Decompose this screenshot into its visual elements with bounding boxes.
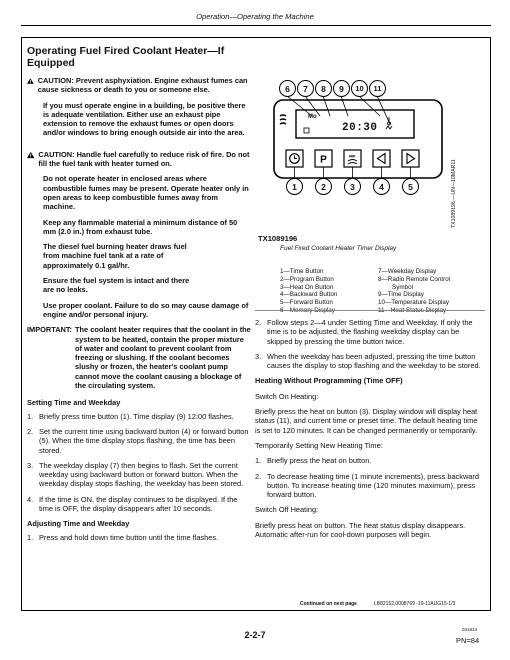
fuel-system-note: Ensure the fuel system is intact and there are no leaks. (43, 276, 190, 295)
frame-bottom (21, 610, 491, 611)
legend-item: Symbol (392, 283, 413, 291)
caution-1-text: CAUTION: Prevent asphyxiation. Engine exhaust fumes can cause sickness or death to you or someone else. (37, 76, 248, 95)
switch-off-label: Switch Off Heating: (255, 505, 319, 515)
figure-legend-left (280, 268, 380, 315)
step-number: 2. (255, 471, 262, 481)
step-number: 3. (255, 351, 262, 361)
step-text: When the weekday has been adjusted, pressing the time button causes the display to stop flashing and the weekday to be stored. (267, 351, 481, 371)
temp-setting-label: Temporarily Setting New Heating Time: (255, 440, 383, 450)
step-number: 3. (27, 460, 34, 470)
heading-adjusting-time: Adjusting Time and Weekday (27, 519, 130, 529)
setting-steps (27, 412, 252, 514)
legend-item: 3—Heat On Button (280, 283, 334, 291)
running-header: Operation—Operating the Machine (196, 12, 314, 21)
step-text: Press and hold down time button until the time flashes. (39, 532, 219, 542)
figure-id: TX1089196 (258, 234, 298, 243)
doc-code: LB82152,0008769 -19-11AUG15-1/3 (374, 601, 456, 607)
callout-3: 3 (344, 178, 361, 195)
step-number: 2. (27, 426, 34, 436)
caution-1-detail: If you must operate engine in a building, be positive there is adequate ventilation. Either use an exhaust pipe extension to remove the exhaust fumes or open doors and/or windows to bring enough outside air into the area. (43, 100, 246, 138)
frame-left (21, 37, 22, 610)
step-number: 1. (27, 532, 34, 542)
callout-7: 7 (297, 80, 314, 97)
legend-item: 10—Temperature Display (378, 299, 450, 307)
step-text: Set the current time using backward button (4) or forward button (5). When the time display stops flashing, the time has been stored. (39, 426, 249, 455)
step-text: The weekday display (7) then begins to flash. Set the current weekday using backward button or forward button. When the weekday display stops flashing, the weekday has been stored. (39, 460, 244, 489)
header-rule (21, 25, 491, 26)
caution-block-1 (27, 76, 252, 95)
callout-8: 8 (315, 80, 332, 97)
heading-heating-without-programming: Heating Without Programming (Time OFF) (255, 376, 403, 386)
small-code: 031813 (462, 627, 478, 632)
callout-9: 9 (333, 80, 350, 97)
setting-step-2 (27, 427, 252, 455)
legend-item: 7—Weekday Display (378, 268, 437, 275)
step-text: If the time is ON, the display continues to be displayed. If the time is OFF, the display disappears after 10 seconds. (39, 494, 238, 513)
caution-2-text: CAUTION: Handle fuel carefully to reduce risk of fire. Do not fill the fuel tank with heater turned on. (38, 149, 250, 169)
callout-11: 11 (369, 80, 386, 97)
setting-step-1 (27, 412, 252, 421)
legend-item: 1—Time Button (280, 268, 324, 275)
adjusting-step-cont-2 (255, 352, 483, 371)
switch-on-label: Switch On Heating: (255, 391, 319, 401)
figure-legend-right (378, 268, 478, 315)
caution-warning-icon (27, 76, 34, 86)
svg-text:P: P (320, 154, 327, 166)
caution-2-detail: Do not operate heater in enclosed areas where combustible fumes may be present. Operate heater only in open areas to keep combustible fumes away from machine. (43, 174, 249, 212)
legend-item: 9—Time Display (378, 291, 424, 299)
step-number: 1. (27, 411, 34, 421)
weekday-display: Mo (308, 114, 317, 120)
legend-item: 5—Forward Button (280, 299, 333, 307)
callout-4: 4 (373, 178, 390, 195)
step-text: Briefly press time button (1). Time display (9) 12:00 flashes. (39, 411, 234, 421)
adjusting-steps (27, 533, 252, 542)
frame-top (21, 37, 491, 38)
important-block (27, 325, 252, 390)
caution-warning-icon (27, 150, 34, 160)
callout-2: 2 (315, 178, 332, 195)
legend-item: 2—Program Button (280, 275, 334, 283)
step-number: 1. (255, 456, 262, 466)
setting-step-4 (27, 495, 252, 514)
switch-off-text: Briefly press heat on button. The heat status display disappears. Automatic after-run for cool-down purposes will begin. (255, 520, 466, 540)
page-number: 2-2-7 (244, 630, 266, 640)
adjusting-step-1 (27, 533, 252, 542)
right-column (255, 318, 483, 545)
temp-setting-step-2 (255, 472, 483, 500)
callout-6: 6 (279, 80, 296, 97)
left-column (27, 76, 252, 548)
pn-number: PN=84 (456, 636, 480, 645)
important-text: The coolant heater requires that the coolant in the system to be heated, contain the proper mixture of water and coolant to prevent coolant from freezing or slushing. If the coolant becomes slushy or frozen, the heater's coolant pump cannot move the coolant causing a blockage of the circulating system. (75, 325, 251, 391)
callout-1: 1 (286, 178, 303, 195)
figure-side-code: TX1089196 —UN—10MAR11 (451, 159, 457, 228)
coolant-note: Use proper coolant. Failure to do so may cause damage of engine and/or personal injury. (43, 300, 249, 319)
callout-5: 5 (402, 178, 419, 195)
legend-item: 8—Radio Remote Control (378, 275, 451, 283)
caution-2-distance: Keep any flammable material a minimum distance of 50 mm (2.0 in.) from exhaust tube. (43, 217, 238, 236)
frame-right (490, 37, 491, 610)
callout-10: 10 (351, 80, 368, 97)
step-number: 2. (255, 318, 262, 327)
adjusting-step-cont-1 (255, 318, 483, 346)
timer-figure (268, 80, 468, 195)
continued-note: Continued on next page (300, 601, 357, 607)
step-text: To decrease heating time (1 minute increments), press backward button. To increase heating time (120 minutes maximum), press forward button. (267, 471, 479, 500)
step-text: Briefly press the heat on button. (267, 456, 372, 466)
section-title: Operating Fuel Fired Coolant Heater—If Equipped (27, 45, 225, 69)
step-number: 4. (27, 494, 34, 504)
figure-caption: Fuel Fired Coolant Heater Timer Display (280, 245, 397, 252)
temp-setting-step-1 (255, 456, 483, 465)
setting-step-3 (27, 461, 252, 489)
heading-setting-time: Setting Time and Weekday (27, 398, 121, 408)
legend-item: 4—Backward Button (280, 291, 338, 299)
important-label: IMPORTANT: (27, 325, 73, 335)
temp-setting-steps (255, 456, 483, 499)
caution-block-2 (27, 150, 252, 169)
timer-panel-drawing (268, 80, 468, 195)
step-text: Follow steps 2—4 under Setting Time and Weekday. If only the time is to be adjusted, the flashing weekday display can be skipped by pressing the time button twice. (267, 318, 473, 346)
fuel-rate-note: The diesel fuel burning heater draws fuel from machine fuel tank at a rate of approximately 0.1 gal/hr. (43, 242, 187, 270)
time-display: 20:30 (342, 122, 378, 134)
adjusting-steps-cont (255, 318, 483, 370)
switch-on-text: Briefly press the heat on button (3). Display window will display heat status (11), and current time or preset time. The default heating time is set to 120 minutes. It can be changed permanently or temporarily. (255, 407, 478, 435)
legend-rule (255, 310, 485, 311)
